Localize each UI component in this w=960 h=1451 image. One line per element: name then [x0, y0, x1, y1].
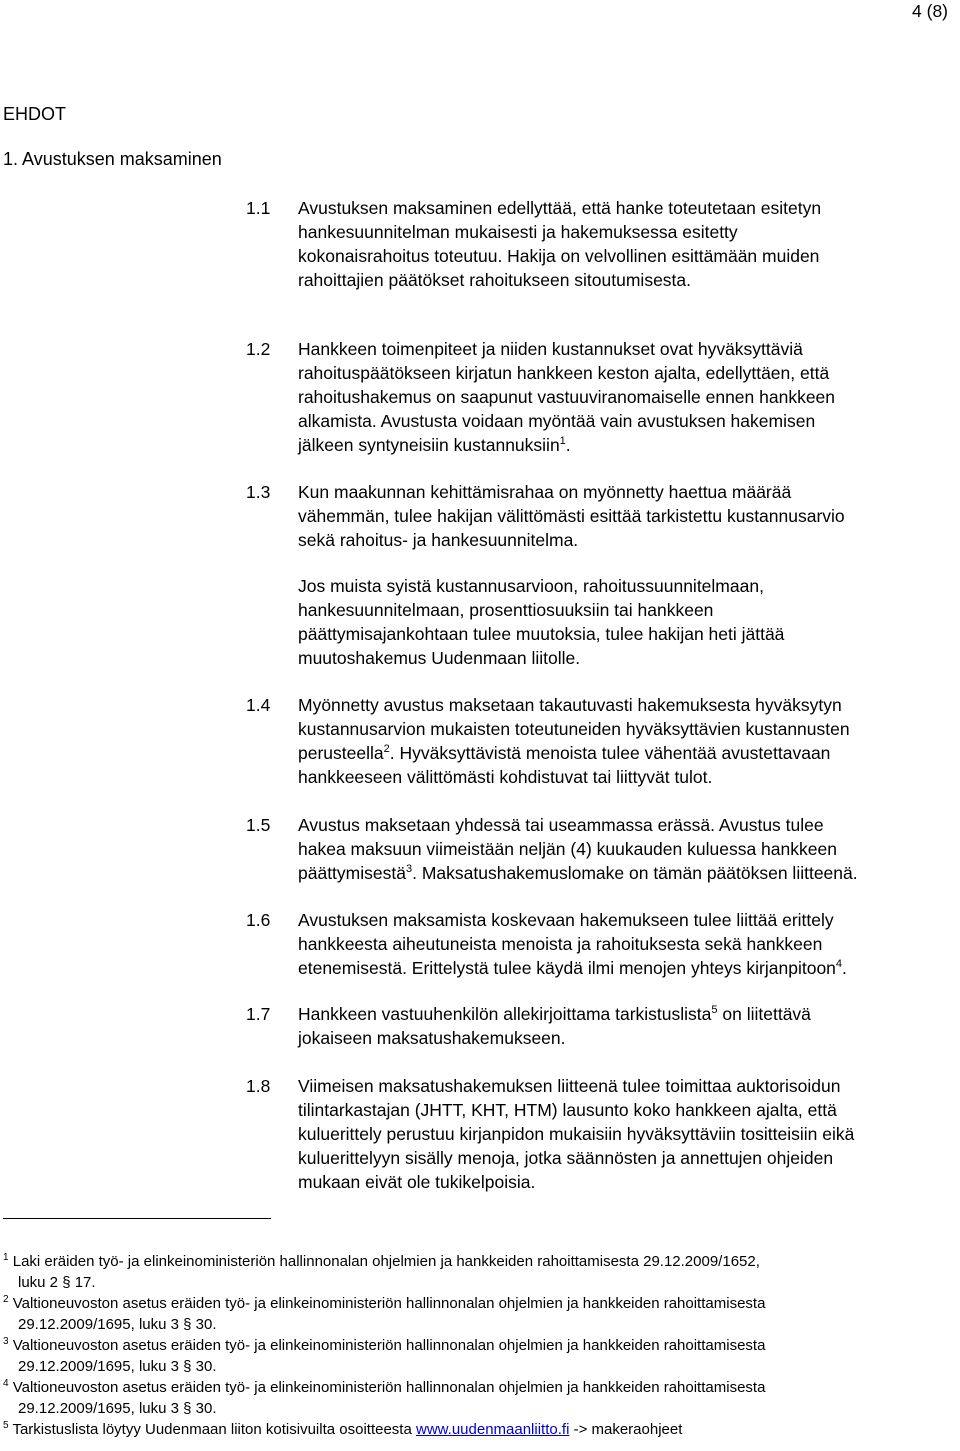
- text-line: kustannusarvion mukaisten toteutuneiden hyväksyttävien kustannusten: [298, 719, 850, 739]
- footnote-marker: 4: [3, 1378, 9, 1389]
- footnotes: [3, 1251, 958, 1440]
- text-line: tilintarkastajan (JHTT, KHT, HTM) lausunto koko hankkeen ajalta, että: [298, 1100, 837, 1120]
- clause-text: [298, 908, 960, 980]
- text-line: päättymisajankohtaan tulee muutoksia, tulee hakijan heti jättää: [298, 624, 785, 644]
- footnote-marker: 3: [3, 1336, 9, 1347]
- footnote-line: [3, 1419, 958, 1440]
- footnote-ref: 3: [405, 863, 413, 876]
- page-number: 4 (8): [912, 1, 948, 21]
- text-line: muutoshakemus Uudenmaan liitolle.: [298, 648, 581, 668]
- text-segment: jälkeen syntyneisiin kustannuksiin: [298, 435, 560, 455]
- clause-number: 1.5: [246, 815, 271, 835]
- clause-number: 1.4: [246, 695, 271, 715]
- website-link[interactable]: www.uudenmaanliitto.fi: [415, 1421, 570, 1438]
- footnote-line: [3, 1377, 958, 1398]
- footnote-text: Valtioneuvoston asetus eräiden työ- ja elinkeinoministeriön hallinnonalan ohjelmien ja hankkeiden rahoittamisesta: [12, 1379, 766, 1396]
- text-line: Jos muista syistä kustannusarvioon, rahoitussuunnitelmaan,: [298, 576, 764, 596]
- text-segment: on liitettävä: [717, 1004, 811, 1024]
- text-line: alkamista. Avustusta voidaan myöntää vain avustuksen hakemisen: [298, 411, 816, 431]
- text-line: kokonaisrahoitus toteutuu. Hakija on velvollinen esittämään muiden: [298, 246, 820, 266]
- text-segment: . Hyväksyttävistä menoista tulee vähentää avustettavaan: [389, 743, 831, 763]
- text-line: kuluerittely perustuu kirjanpidon mukaisiin hyväksyttäviin tositteisiin eikä: [298, 1124, 855, 1144]
- clause-text: [298, 480, 960, 552]
- text-segment: etenemisestä. Erittelystä tulee käydä ilmi menojen yhteys kirjanpitoon: [298, 958, 836, 978]
- clause-text: [298, 337, 960, 457]
- footnote-marker: 2: [3, 1294, 9, 1305]
- clause-text: [298, 1002, 960, 1050]
- footnote-line: 29.12.2009/1695, luku 3 § 30.: [18, 1358, 217, 1375]
- text-line: jokaiseen maksatushakemukseen.: [298, 1028, 566, 1048]
- footnote-ref: 2: [383, 743, 390, 756]
- text-line: rahoittajien päätökset rahoitukseen sitoutumisesta.: [298, 270, 692, 290]
- heading: EHDOT: [3, 104, 66, 124]
- footnote-ref: 4: [835, 958, 843, 971]
- clause-number: 1.6: [246, 910, 271, 930]
- footnote-text: Valtioneuvoston asetus eräiden työ- ja elinkeinoministeriön hallinnonalan ohjelmien ja hankkeiden rahoittamisesta: [12, 1337, 766, 1354]
- footnote-separator: [3, 1218, 271, 1219]
- text-line: vähemmän, tulee hakijan välittömästi esittää tarkistettu kustannusarvio: [298, 506, 845, 526]
- text-line: Avustuksen maksamista koskevaan hakemukseen tulee liittää erittely: [298, 910, 834, 930]
- text-segment: . Maksatushakemuslomake on tämän päätöksen liitteenä.: [412, 863, 858, 883]
- clause-number: 1.7: [246, 1004, 271, 1024]
- text-line: Viimeisen maksatushakemuksen liitteenä tulee toimittaa auktorisoidun: [298, 1076, 841, 1096]
- text-line: kuluerittelyyn sisälly menoja, jotka säännösten ja annettujen ohjeiden: [298, 1148, 834, 1168]
- clause-text: [298, 1074, 960, 1194]
- footnote-text: Tarkistuslista löytyy Uudenmaan liiton kotisivuilta osoitteesta: [12, 1421, 416, 1438]
- text-line: [298, 956, 960, 980]
- clause-number: 1.8: [246, 1076, 271, 1096]
- text-segment: .: [565, 435, 571, 455]
- footnote-line: [3, 1251, 958, 1272]
- clause-number: 1.3: [246, 482, 271, 502]
- clause-text-para2: [298, 574, 960, 670]
- text-line: [298, 741, 960, 765]
- text-line: rahoitushakemus on saapunut vastuuviranomaiselle ennen hankkeen: [298, 387, 836, 407]
- clause-text: [298, 196, 960, 292]
- footnote-line: luku 2 § 17.: [18, 1274, 96, 1291]
- footnote-line: 29.12.2009/1695, luku 3 § 30.: [18, 1400, 217, 1417]
- text-segment: perusteella: [298, 743, 384, 763]
- footnote-line: 29.12.2009/1695, luku 3 § 30.: [18, 1316, 217, 1333]
- text-segment: päättymisestä: [298, 863, 406, 883]
- text-line: Hankkeen toimenpiteet ja niiden kustannukset ovat hyväksyttäviä: [298, 339, 803, 359]
- text-line: hakea maksuun viimeistään neljän (4) kuukauden kuluessa hankkeen: [298, 839, 837, 859]
- clause-text: [298, 813, 960, 885]
- text-line: Myönnetty avustus maksetaan takautuvasti hakemuksesta hyväksytyn: [298, 695, 842, 715]
- clause-number: 1.1: [246, 198, 271, 218]
- text-line: [298, 861, 960, 885]
- footnote-marker: 5: [3, 1420, 9, 1431]
- footnote-line: [3, 1293, 958, 1314]
- footnote-text: Laki eräiden työ- ja elinkeinoministeriön hallinnonalan ohjelmien ja hankkeiden rahoittamisesta 29.12.2009/1652,: [12, 1253, 760, 1270]
- text-line: [298, 433, 960, 457]
- text-line: [298, 1002, 960, 1026]
- footnote-ref: 5: [711, 1004, 718, 1017]
- text-line: mukaan eivät ole tukikelpoisia.: [298, 1172, 536, 1192]
- clause-number: 1.2: [246, 339, 271, 359]
- footnote-marker: 1: [3, 1252, 9, 1263]
- text-line: rahoituspäätökseen kirjatun hankkeen keston ajalta, edellyttäen, että: [298, 363, 830, 383]
- footnote-text: -> makeraohjeet: [569, 1421, 683, 1438]
- section-title: 1. Avustuksen maksaminen: [3, 149, 222, 169]
- text-line: sekä rahoitus- ja hankesuunnitelma.: [298, 530, 579, 550]
- footnote-ref: 1: [559, 435, 566, 448]
- text-line: hankkeesta aiheutuneista menoista ja rahoituksesta sekä hankkeen: [298, 934, 823, 954]
- text-segment: Hankkeen vastuuhenkilön allekirjoittama tarkistuslista: [298, 1004, 712, 1024]
- text-line: hankesuunnitelman mukaisesti ja hakemuksessa esitetty: [298, 222, 738, 242]
- text-line: Avustus maksetaan yhdessä tai useammassa erässä. Avustus tulee: [298, 815, 824, 835]
- text-line: Avustuksen maksaminen edellyttää, että hanke toteutetaan esitetyn: [298, 198, 822, 218]
- footnote-line: [3, 1335, 958, 1356]
- text-segment: .: [842, 958, 847, 978]
- text-line: hankkeeseen välittömästi kohdistuvat tai liittyvät tulot.: [298, 767, 713, 787]
- clause-text: [298, 693, 960, 789]
- text-line: hankesuunnitelmaan, prosenttiosuuksiin tai hankkeen: [298, 600, 714, 620]
- footnote-text: Valtioneuvoston asetus eräiden työ- ja elinkeinoministeriön hallinnonalan ohjelmien ja hankkeiden rahoittamisesta: [12, 1295, 766, 1312]
- text-line: Kun maakunnan kehittämisrahaa on myönnetty haettua määrää: [298, 482, 792, 502]
